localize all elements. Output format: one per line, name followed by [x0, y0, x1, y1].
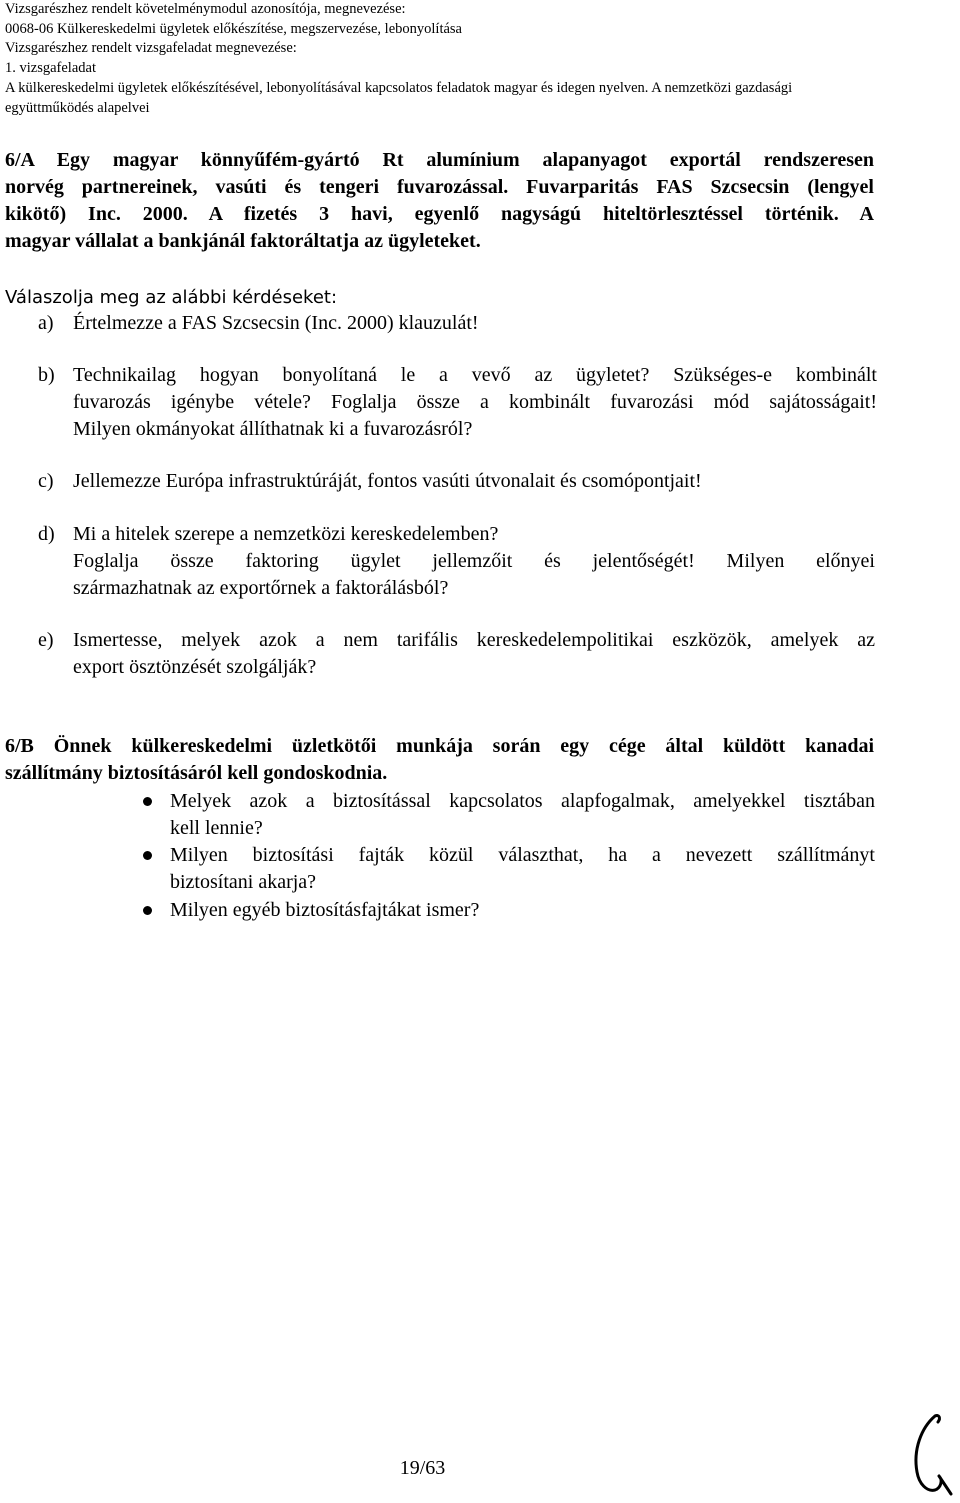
question-text: Milyen okmányokat állíthatnak ki a fuvarozásról?	[73, 418, 473, 440]
question-label: d)	[38, 523, 55, 545]
bullet-text: Milyen egyéb biztosításfajtákat ismer?	[170, 899, 480, 921]
question-text: export ösztönzését szolgálják?	[73, 656, 317, 678]
header-line: Vizsgarészhez rendelt vizsgafeladat megnevezése:	[5, 40, 297, 57]
page-number: 19/63	[399, 1457, 446, 1479]
question-label: a)	[38, 312, 54, 334]
bullet-text: biztosítani akarja?	[170, 871, 317, 893]
bullet-text: Melyek azok a biztosítással kapcsolatos alapfogalmak, amelyekkel tisztában	[170, 790, 875, 812]
question-text: Ismertesse, melyek azok a nem tarifális kereskedelempolitikai eszközök, amelyek az	[73, 629, 875, 651]
questions-prompt: Válaszolja meg az alábbi kérdéseket:	[5, 287, 338, 308]
question-text: származhatnak az exportőrnek a faktorálásból?	[73, 577, 449, 599]
question-text: Technikailag hogyan bonyolítaná le a vevő az ügyletet? Szükséges-e kombinált	[73, 364, 877, 386]
question-text: fuvarozás igénybe vétele? Foglalja össze a kombinált fuvarozási mód sajátosságait!	[73, 391, 877, 413]
header-line: együttműködés alapelvei	[5, 99, 150, 116]
task-a-intro-line: kikötő) Inc. 2000. A fizetés 3 havi, egyenlő nagyságú hiteltörlesztéssel történik. A	[5, 203, 874, 225]
document-header	[5, 0, 955, 118]
question-text: Foglalja össze faktoring ügylet jellemzőit és jelentőségét! Milyen előnyei	[73, 550, 875, 572]
task-a-intro-line: magyar vállalat a bankjánál faktoráltatja az ügyleteket.	[5, 230, 481, 252]
header-line: Vizsgarészhez rendelt követelménymodul azonosítója, megnevezése:	[5, 1, 406, 17]
question-label: e)	[38, 629, 54, 651]
header-line: 1. vizsgafeladat	[5, 60, 96, 77]
question-label: c)	[38, 470, 54, 492]
question-text: Jellemezze Európa infrastruktúráját, fontos vasúti útvonalait és csomópontjait!	[73, 470, 702, 492]
bullet-text: Milyen biztosítási fajták közül választhat, ha a nevezett szállítmányt	[170, 844, 875, 866]
task-b-intro-line: szállítmány biztosításáról kell gondoskodnia.	[5, 762, 388, 784]
bullet-icon	[143, 797, 152, 806]
signature-mark	[905, 1410, 955, 1500]
task-b-intro-line: 6/B Önnek külkereskedelmi üzletkötői munkája során egy cége által küldött kanadai	[5, 735, 874, 757]
question-text: Mi a hitelek szerepe a nemzetközi kereskedelemben?	[73, 523, 499, 545]
header-line: 0068-06 Külkereskedelmi ügyletek előkészítése, megszervezése, lebonyolítása	[5, 20, 462, 37]
question-label: b)	[38, 364, 55, 386]
task-a-intro-line: 6/A Egy magyar könnyűfém-gyártó Rt alumínium alapanyagot exportál rendszeresen	[5, 149, 874, 171]
task-a-intro-line: norvég partnereinek, vasúti és tengeri fuvarozással. Fuvarparitás FAS Szcsecsin (lengyel	[5, 176, 874, 198]
bullet-text: kell lennie?	[170, 817, 263, 839]
bullet-icon	[143, 851, 152, 860]
bullet-icon	[143, 906, 152, 915]
header-line: A külkereskedelmi ügyletek előkészítésével, lebonyolításával kapcsolatos feladatok magyar és idegen nyelven. A nemzetközi gazdasági	[5, 79, 793, 96]
question-text: Értelmezze a FAS Szcsecsin (Inc. 2000) klauzulát!	[73, 312, 479, 334]
